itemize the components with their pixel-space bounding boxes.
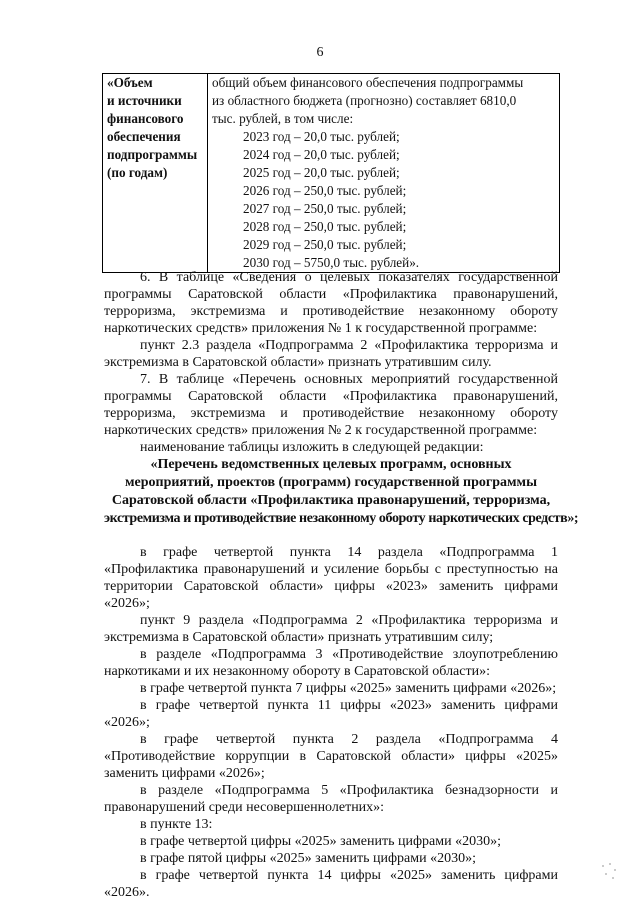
paragraph: пункт 2.3 раздела «Подпрограмма 2 «Профилактика терроризма и экстремизма в Саратовской области» признать утратившим силу. (104, 338, 558, 370)
label-line: обеспечения (107, 129, 181, 144)
financing-table (102, 73, 560, 273)
year-amount: 2028 год – 250,0 тыс. рублей; (243, 219, 407, 234)
intro-line: из областного бюджета (прогнозно) составляет 6810,0 (212, 93, 517, 108)
table-value-cell (208, 74, 560, 273)
document-body (104, 269, 579, 901)
paragraph: в графе четвертой пункта 14 раздела «Подпрограмма 1 «Профилактика правонарушений и усиление борьбы с преступностью на территории Саратовской области» цифры «2023» заменить цифрами «2026»; (104, 545, 558, 611)
label-line: финансового (107, 111, 184, 126)
label-line: подпрограммы (107, 147, 198, 162)
label-line: «Объем (107, 75, 153, 90)
table-row (103, 74, 560, 273)
heading-line: мероприятий, проектов (программ) государственной программы (124, 475, 538, 490)
year-amount: 2025 год – 20,0 тыс. рублей; (243, 165, 400, 180)
page-number: 6 (316, 45, 324, 60)
year-amount: 2024 год – 20,0 тыс. рублей; (243, 147, 400, 162)
table-label-cell (103, 74, 208, 273)
heading-line: «Перечень ведомственных целевых программ, основных (150, 457, 512, 472)
paragraph: в графе четвертой пункта 7 цифры «2025» заменить цифрами «2026»; (140, 681, 557, 696)
paragraph: 6. В таблице «Сведения о целевых показателях государственной программы Саратовской области «Профилактика правонарушений, терроризма, экстремизма и противодействие незаконному обороту наркотических средств» приложения № 1 к государственной программе: (104, 270, 558, 336)
paragraph: в графе четвертой пункта 11 цифры «2023» заменить цифрами «2026»; (104, 698, 558, 730)
heading-line: экстремизма и противодействие незаконному обороту наркотических средств»; (104, 511, 579, 526)
table-title-heading (104, 456, 579, 528)
year-amount: 2027 год – 250,0 тыс. рублей; (243, 201, 407, 216)
intro-line: тыс. рублей, в том числе: (212, 111, 354, 126)
label-line: (по годам) (107, 165, 168, 180)
paragraph: 7. В таблице «Перечень основных мероприятий государственной программы Саратовской области «Профилактика правонарушений, терроризма, экстремизма и противодействие незаконному обороту наркотических средств» приложения № 2 к государственной программе: (104, 372, 558, 438)
paragraph: в разделе «Подпрограмма 3 «Противодействие злоупотреблению наркотиками и их незаконному обороту в Саратовской области»: (104, 647, 558, 679)
paragraph: пункт 9 раздела «Подпрограмма 2 «Профилактика терроризма и экстремизма в Саратовской области» признать утратившим силу; (104, 613, 558, 645)
intro-line: общий объем финансового обеспечения подпрограммы (212, 75, 524, 90)
year-amount: 2029 год – 250,0 тыс. рублей; (243, 237, 407, 252)
paragraph: в графе четвертой цифры «2025» заменить цифрами «2030»; (140, 834, 501, 849)
year-amount: 2023 год – 20,0 тыс. рублей; (243, 129, 400, 144)
paragraph: в пункте 13: (140, 817, 213, 832)
paragraph: в разделе «Подпрограмма 5 «Профилактика безнадзорности и правонарушений среди несовершеннолетних»: (104, 783, 558, 815)
paragraph: в графе четвертой пункта 2 раздела «Подпрограмма 4 «Противодействие коррупции в Саратовской области» цифры «2025» заменить цифрами «2026»; (104, 732, 558, 781)
paragraph: в графе четвертой пункта 14 цифры «2025» заменить цифрами «2026». (104, 868, 558, 900)
scan-speckle (600, 862, 620, 882)
year-amount: 2026 год – 250,0 тыс. рублей; (243, 183, 407, 198)
paragraph: наименование таблицы изложить в следующей редакции: (140, 440, 484, 455)
year-amount: 2030 год – 5750,0 тыс. рублей». (243, 255, 420, 270)
paragraph: в графе пятой цифры «2025» заменить цифрами «2030»; (140, 851, 476, 866)
label-line: и источники (107, 93, 182, 108)
heading-line: Саратовской области «Профилактика правонарушений, терроризма, (111, 493, 551, 508)
